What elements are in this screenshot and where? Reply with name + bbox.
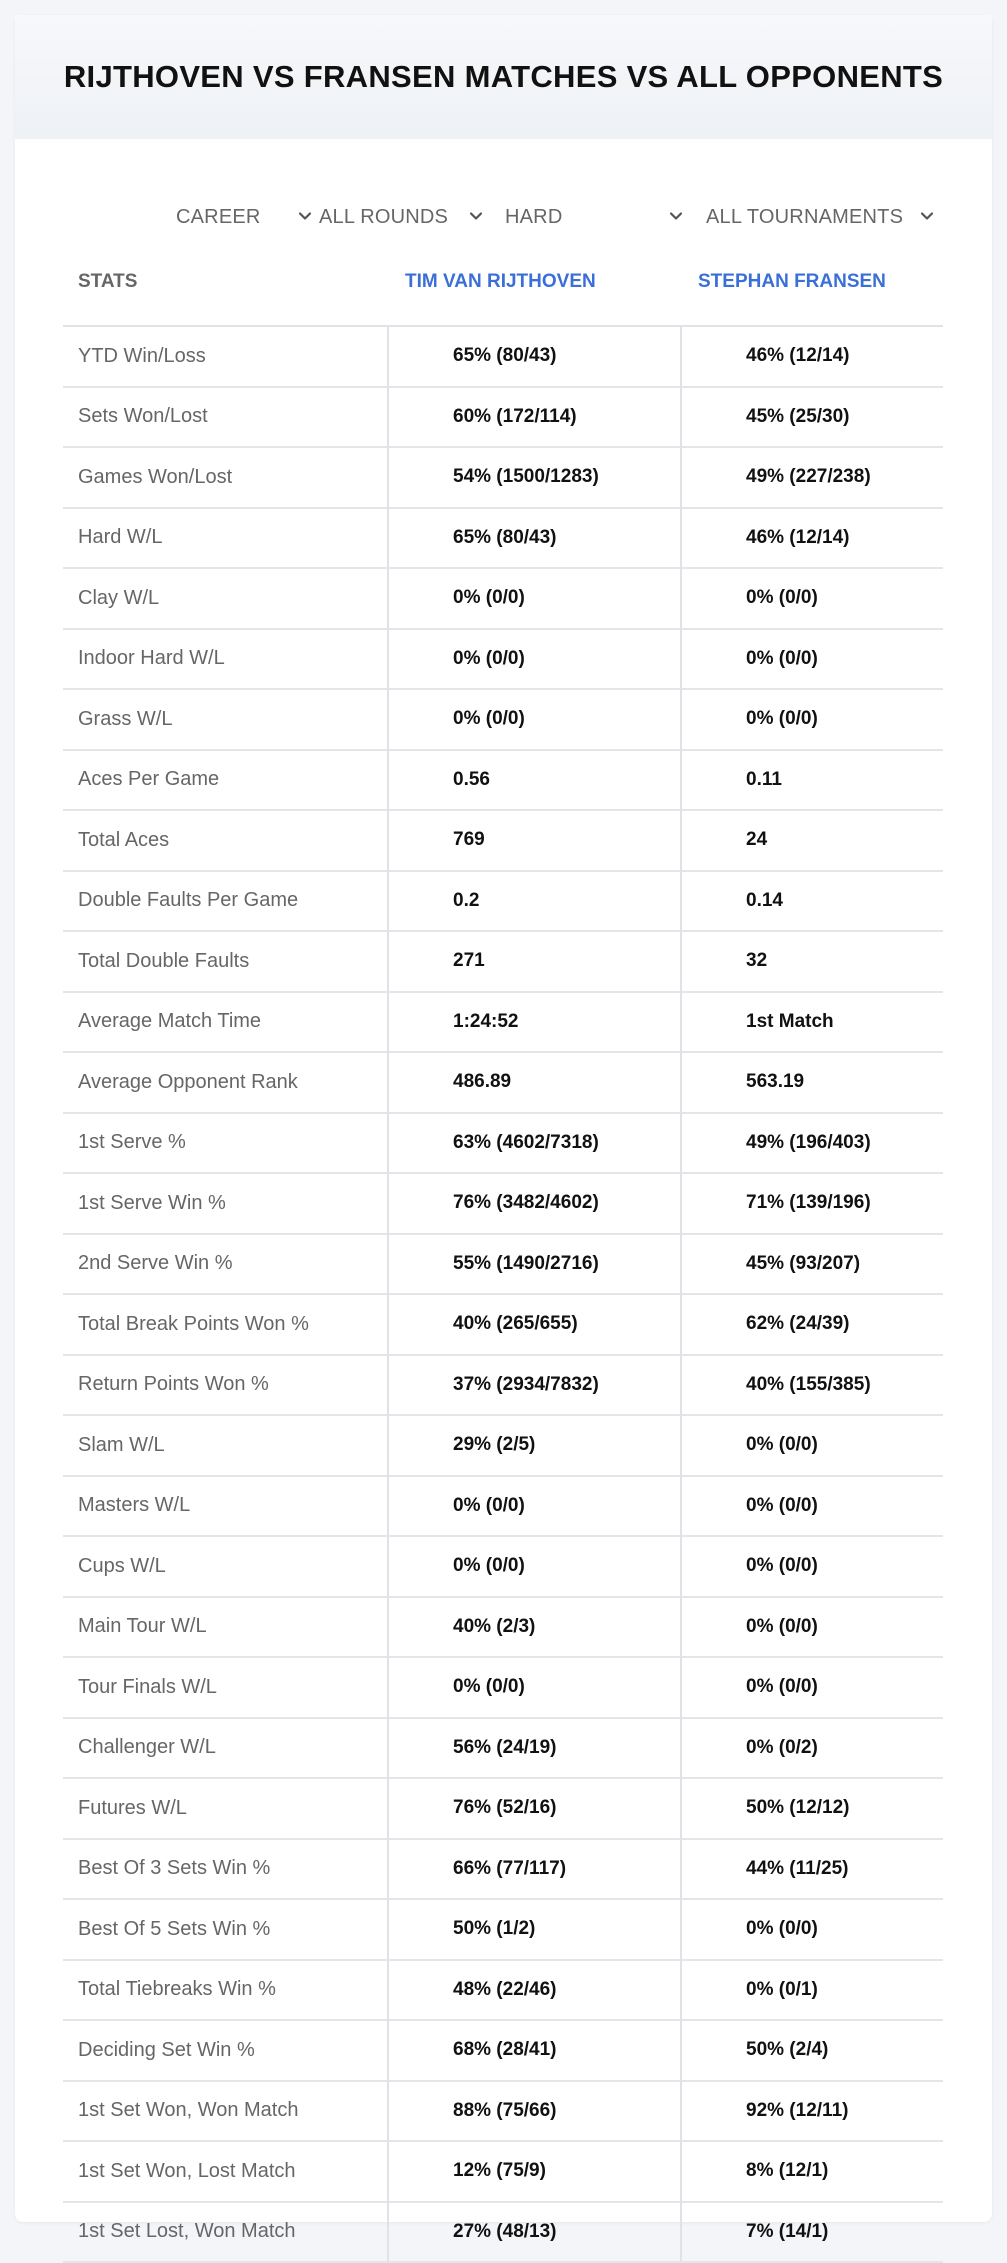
table-row (63, 1840, 943, 1901)
player2-stat-value: 49% (196/403) (746, 1114, 871, 1173)
player1-stat-value: 0.2 (453, 872, 479, 931)
table-row (63, 1719, 943, 1780)
player2-stat-value: 1st Match (746, 993, 834, 1052)
table-row (63, 1779, 943, 1840)
stat-label: Futures W/L (78, 1779, 187, 1838)
stat-label: YTD Win/Loss (78, 327, 206, 386)
player2-stat-value: 92% (12/11) (746, 2082, 848, 2141)
rounds-select-label: ALL ROUNDS (319, 206, 448, 229)
stat-label: 1st Set Lost, Won Match (78, 2203, 296, 2262)
player2-stat-value: 32 (746, 932, 767, 991)
stat-label: Grass W/L (78, 690, 172, 749)
table-row (63, 630, 943, 691)
player1-stat-value: 88% (75/66) (453, 2082, 557, 2141)
player1-stat-value: 37% (2934/7832) (453, 1356, 599, 1415)
table-row (63, 2021, 943, 2082)
table-row (63, 1477, 943, 1538)
player2-stat-value: 46% (12/14) (746, 509, 850, 568)
table-row (63, 993, 943, 1054)
stat-label: Total Aces (78, 811, 169, 870)
tournaments-select[interactable] (706, 187, 903, 247)
stat-label: Return Points Won % (78, 1356, 269, 1415)
table-body (63, 327, 943, 2263)
stat-label: Masters W/L (78, 1477, 190, 1536)
chevron-down-icon (920, 209, 934, 223)
player1-stat-value: 76% (3482/4602) (453, 1174, 599, 1233)
table-row (63, 690, 943, 751)
table-row (63, 2142, 943, 2203)
table-row (63, 327, 943, 388)
chevron-down-icon (469, 209, 483, 223)
table-row (63, 1295, 943, 1356)
table-row (63, 569, 943, 630)
player2-stat-value: 49% (227/238) (746, 448, 871, 507)
table-row (63, 751, 943, 812)
stat-label: 1st Set Won, Lost Match (78, 2142, 296, 2201)
player2-stat-value: 0% (0/2) (746, 1719, 818, 1778)
chevron-down-icon (298, 209, 312, 223)
player1-stat-value: 0% (0/0) (453, 569, 525, 628)
surface-select[interactable] (505, 187, 562, 247)
player2-stat-value: 0% (0/0) (746, 569, 818, 628)
player1-stat-value: 50% (1/2) (453, 1900, 535, 1959)
table-row (63, 1174, 943, 1235)
stats-card (15, 15, 992, 2222)
player2-stat-value: 0% (0/0) (746, 1416, 818, 1475)
player2-stat-value: 50% (2/4) (746, 2021, 828, 2080)
player2-stat-value: 563.19 (746, 1053, 804, 1112)
player2-stat-value: 0.14 (746, 872, 783, 931)
player2-column-header[interactable]: STEPHAN FRANSEN (698, 271, 886, 293)
player1-stat-value: 769 (453, 811, 485, 870)
table-row (63, 448, 943, 509)
player2-stat-value: 0% (0/0) (746, 1658, 818, 1717)
stat-label: Double Faults Per Game (78, 872, 298, 931)
player2-stat-value: 0.11 (746, 751, 782, 810)
player1-column-header[interactable]: TIM VAN RIJTHOVEN (405, 271, 596, 293)
player2-stat-value: 0% (0/1) (746, 1961, 818, 2020)
stat-label: Total Break Points Won % (78, 1295, 309, 1354)
stat-label: Cups W/L (78, 1537, 166, 1596)
player1-stat-value: 40% (2/3) (453, 1598, 535, 1657)
table-row (63, 2203, 943, 2263)
player2-stat-value: 0% (0/0) (746, 1477, 818, 1536)
player1-stat-value: 48% (22/46) (453, 1961, 557, 2020)
player1-stat-value: 60% (172/114) (453, 388, 577, 447)
player1-stat-value: 40% (265/655) (453, 1295, 578, 1354)
stat-label: 2nd Serve Win % (78, 1235, 233, 1294)
player1-stat-value: 68% (28/41) (453, 2021, 557, 2080)
stat-label: Indoor Hard W/L (78, 630, 225, 689)
stats-column-header: STATS (78, 271, 137, 293)
stat-label: Average Opponent Rank (78, 1053, 298, 1112)
player1-stat-value: 63% (4602/7318) (453, 1114, 599, 1173)
player1-stat-value: 65% (80/43) (453, 509, 557, 568)
player2-stat-value: 46% (12/14) (746, 327, 850, 386)
column-divider (387, 325, 389, 2261)
stats-table (63, 247, 943, 2263)
stat-label: Hard W/L (78, 509, 162, 568)
stat-label: Best Of 3 Sets Win % (78, 1840, 270, 1899)
tournaments-select-label: ALL TOURNAMENTS (706, 206, 903, 229)
stat-label: Games Won/Lost (78, 448, 232, 507)
player1-stat-value: 65% (80/43) (453, 327, 557, 386)
player1-stat-value: 0.56 (453, 751, 490, 810)
column-divider (680, 325, 682, 2261)
player1-stat-value: 76% (52/16) (453, 1779, 557, 1838)
player2-stat-value: 7% (14/1) (746, 2203, 828, 2262)
table-row (63, 872, 943, 933)
table-row (63, 1114, 943, 1175)
player1-stat-value: 12% (75/9) (453, 2142, 546, 2201)
table-row (63, 932, 943, 993)
player1-stat-value: 54% (1500/1283) (453, 448, 599, 507)
player2-stat-value: 45% (25/30) (746, 388, 850, 447)
player1-stat-value: 56% (24/19) (453, 1719, 557, 1778)
stat-label: Deciding Set Win % (78, 2021, 255, 2080)
page-header (15, 15, 992, 139)
player1-stat-value: 0% (0/0) (453, 1537, 525, 1596)
filter-bar (15, 187, 992, 247)
player2-stat-value: 45% (93/207) (746, 1235, 860, 1294)
player1-stat-value: 0% (0/0) (453, 1658, 525, 1717)
page-title: RIJTHOVEN VS FRANSEN MATCHES VS ALL OPPONENTS (64, 59, 943, 95)
table-row (63, 1235, 943, 1296)
player1-stat-value: 55% (1490/2716) (453, 1235, 599, 1294)
player2-stat-value: 0% (0/0) (746, 630, 818, 689)
stat-label: Main Tour W/L (78, 1598, 207, 1657)
stat-label: Tour Finals W/L (78, 1658, 217, 1717)
player1-stat-value: 0% (0/0) (453, 690, 525, 749)
player2-stat-value: 0% (0/0) (746, 1537, 818, 1596)
player2-stat-value: 50% (12/12) (746, 1779, 850, 1838)
stat-label: Total Tiebreaks Win % (78, 1961, 276, 2020)
period-select-label: CAREER (176, 206, 261, 229)
table-row (63, 1961, 943, 2022)
table-row (63, 1416, 943, 1477)
player1-stat-value: 66% (77/117) (453, 1840, 566, 1899)
table-row (63, 2082, 943, 2143)
player2-stat-value: 0% (0/0) (746, 1598, 818, 1657)
stat-label: 1st Serve % (78, 1114, 186, 1173)
table-row (63, 1356, 943, 1417)
player2-stat-value: 24 (746, 811, 767, 870)
period-select[interactable] (176, 187, 261, 247)
table-row (63, 1598, 943, 1659)
player1-stat-value: 271 (453, 932, 485, 991)
stat-label: Clay W/L (78, 569, 159, 628)
table-row (63, 811, 943, 872)
table-header (63, 247, 943, 327)
player1-stat-value: 1:24:52 (453, 993, 519, 1052)
player1-stat-value: 486.89 (453, 1053, 511, 1112)
player2-stat-value: 71% (139/196) (746, 1174, 871, 1233)
player2-stat-value: 8% (12/1) (746, 2142, 828, 2201)
player2-stat-value: 40% (155/385) (746, 1356, 871, 1415)
stat-label: Aces Per Game (78, 751, 219, 810)
stat-label: Average Match Time (78, 993, 261, 1052)
table-row (63, 1658, 943, 1719)
rounds-select[interactable] (319, 187, 448, 247)
player2-stat-value: 0% (0/0) (746, 690, 818, 749)
player1-stat-value: 0% (0/0) (453, 630, 525, 689)
stat-label: 1st Serve Win % (78, 1174, 226, 1233)
player2-stat-value: 62% (24/39) (746, 1295, 850, 1354)
stat-label: Slam W/L (78, 1416, 165, 1475)
stat-label: Best Of 5 Sets Win % (78, 1900, 270, 1959)
surface-select-label: HARD (505, 206, 562, 229)
stat-label: Challenger W/L (78, 1719, 216, 1778)
stat-label: Total Double Faults (78, 932, 249, 991)
player1-stat-value: 29% (2/5) (453, 1416, 535, 1475)
player2-stat-value: 44% (11/25) (746, 1840, 848, 1899)
player1-stat-value: 27% (48/13) (453, 2203, 557, 2262)
table-row (63, 1053, 943, 1114)
table-row (63, 1900, 943, 1961)
table-row (63, 509, 943, 570)
stat-label: Sets Won/Lost (78, 388, 208, 447)
player2-stat-value: 0% (0/0) (746, 1900, 818, 1959)
player1-stat-value: 0% (0/0) (453, 1477, 525, 1536)
table-row (63, 1537, 943, 1598)
stat-label: 1st Set Won, Won Match (78, 2082, 298, 2141)
chevron-down-icon (669, 209, 683, 223)
table-row (63, 388, 943, 449)
